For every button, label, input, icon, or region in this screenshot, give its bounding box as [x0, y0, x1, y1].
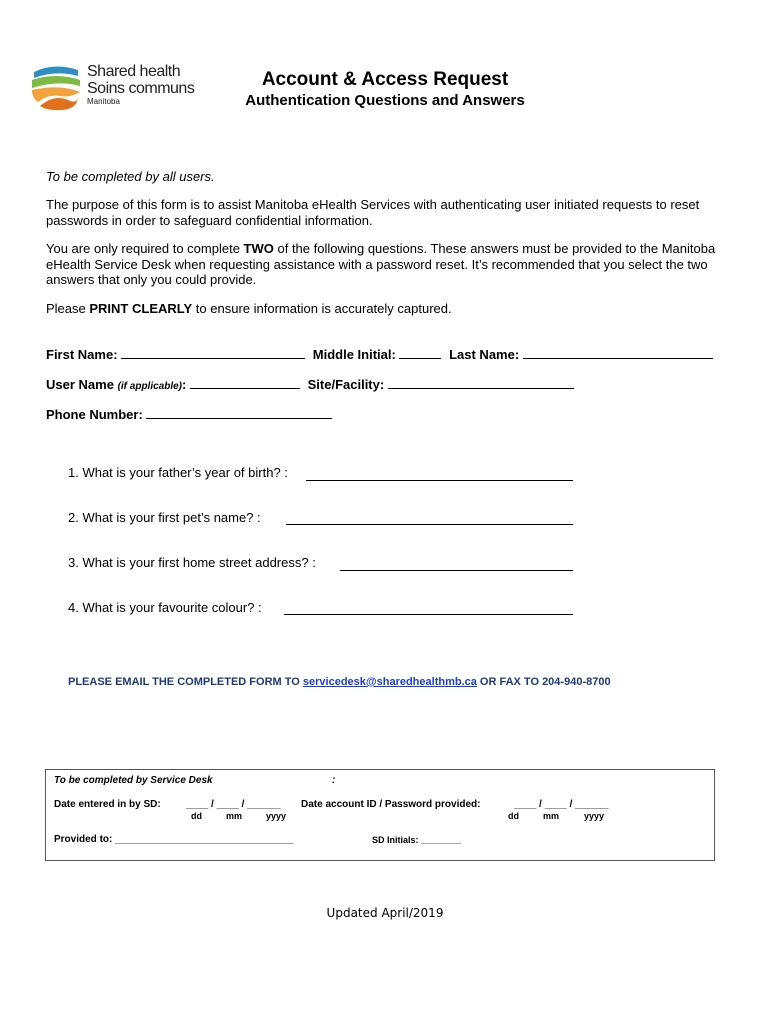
- print-text-pre: Please: [46, 301, 90, 316]
- first-name-label: First Name:: [46, 347, 118, 362]
- page-subtitle: Authentication Questions and Answers: [245, 92, 525, 109]
- date-account-mm: mm: [543, 811, 560, 821]
- user-name-colon: :: [182, 377, 187, 392]
- last-name-field[interactable]: [523, 346, 713, 359]
- answer-4-field[interactable]: [284, 614, 573, 615]
- date-account-label: Date account ID / Password provided:: [301, 799, 481, 810]
- date-entered-field[interactable]: ____ / ____ / ______: [186, 799, 281, 810]
- phone-number-label: Phone Number:: [46, 407, 143, 422]
- updated-date: Updated April/2019: [326, 906, 444, 920]
- requirement-text-post: of the following questions. These answers must be provided to the Manitoba eHealth Service Desk when requesting assistance with a password reset. It’s recommended that you select the two answers that only you could provide.: [46, 241, 716, 287]
- logo-text-line3: Manitoba: [87, 97, 120, 106]
- site-facility-label: Site/Facility:: [307, 377, 385, 392]
- sd-initials-field[interactable]: SD Initials: ________: [372, 835, 462, 845]
- date-account-dd: dd: [508, 811, 519, 821]
- print-text-post: to ensure information is accurately captured.: [192, 301, 452, 316]
- phone-row: [46, 406, 332, 422]
- last-name-label: Last Name:: [449, 347, 520, 362]
- purpose-paragraph: The purpose of this form is to assist Manitoba eHealth Services with authenticating user initiated requests to reset passwords in order to safeguard confidential information.: [46, 197, 700, 228]
- logo-text-line1: Shared health: [87, 63, 181, 80]
- submit-instructions: [68, 676, 611, 688]
- logo-text-line2: Soins communs: [87, 80, 195, 97]
- logo-emblem-icon: [30, 64, 82, 112]
- question-1: 1. What is your father’s year of birth? :: [68, 465, 288, 480]
- requirement-text-bold: TWO: [243, 241, 274, 256]
- service-desk-box: [45, 769, 715, 861]
- date-entered-yyyy: yyyy: [266, 811, 287, 821]
- site-facility-field[interactable]: [388, 376, 574, 389]
- user-site-row: [46, 376, 574, 392]
- if-applicable-note: (if applicable): [117, 381, 183, 392]
- requirement-paragraph: [46, 241, 726, 288]
- middle-initial-label: Middle Initial:: [312, 347, 396, 362]
- user-name-field[interactable]: [190, 376, 300, 389]
- answer-1-field[interactable]: [306, 480, 573, 481]
- shared-health-logo: [30, 64, 208, 112]
- question-4: 4. What is your favourite colour? :: [68, 600, 262, 615]
- date-entered-mm: mm: [226, 811, 243, 821]
- date-entered-dd: dd: [191, 811, 202, 821]
- print-text-bold: PRINT CLEARLY: [89, 301, 193, 316]
- name-row: [46, 346, 713, 362]
- service-desk-heading: To be completed by Service Desk: [54, 775, 213, 786]
- middle-initial-field[interactable]: [399, 346, 441, 359]
- answer-2-field[interactable]: [286, 524, 573, 525]
- all-users-note: To be completed by all users.: [46, 169, 215, 184]
- submit-suffix: OR FAX TO 204-940-8700: [476, 676, 611, 688]
- first-name-field[interactable]: [121, 346, 305, 359]
- phone-number-field[interactable]: [146, 406, 332, 419]
- date-account-yyyy: yyyy: [584, 811, 605, 821]
- service-desk-heading-colon: :: [332, 775, 336, 786]
- date-entered-label: Date entered in by SD:: [54, 799, 161, 810]
- question-3: 3. What is your first home street address? :: [68, 555, 316, 570]
- page-title: Account & Access Request: [261, 69, 509, 90]
- requirement-text-pre: You are only required to complete: [46, 241, 244, 256]
- answer-3-field[interactable]: [340, 570, 573, 571]
- user-name-label: User Name: [46, 377, 114, 392]
- print-clearly-paragraph: [46, 301, 726, 317]
- submit-prefix: PLEASE EMAIL THE COMPLETED FORM TO: [68, 676, 303, 688]
- question-2: 2. What is your first pet’s name? :: [68, 510, 261, 525]
- provided-to-field[interactable]: Provided to: ________________________________: [54, 834, 294, 845]
- service-desk-email-link[interactable]: servicedesk@sharedhealthmb.ca: [302, 676, 477, 688]
- date-account-field[interactable]: ____ / ____ / ______: [514, 799, 609, 810]
